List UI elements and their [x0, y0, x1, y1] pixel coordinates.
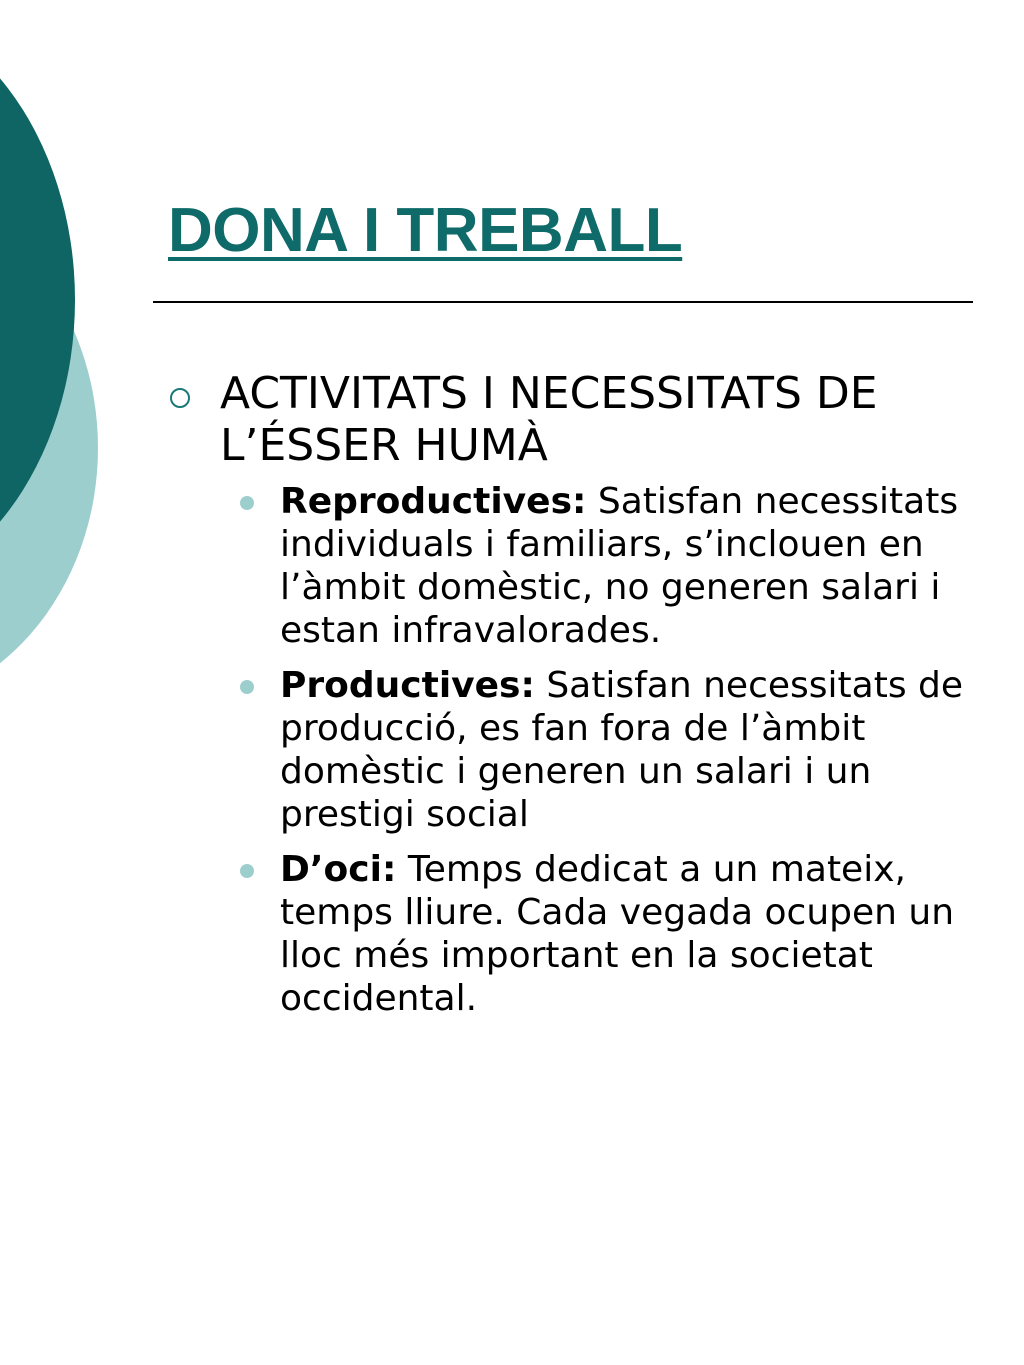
slide-content — [168, 368, 978, 1032]
sub-bullet-productives — [168, 664, 978, 836]
main-bullet-text: ACTIVITATS I NECESSITATS DE L’ÉSSER HUMÀ — [220, 368, 878, 471]
hollow-circle-bullet-icon — [170, 388, 190, 408]
filled-circle-bullet-icon — [240, 496, 254, 510]
filled-circle-bullet-icon — [240, 680, 254, 694]
sub-bullet-list — [168, 480, 978, 1020]
bullet-term: Productives: — [280, 665, 535, 706]
filled-circle-bullet-icon — [240, 864, 254, 878]
bullet-term: D’oci: — [280, 849, 397, 890]
title-divider — [153, 301, 973, 303]
sub-bullet-reproductives — [168, 480, 978, 652]
bullet-text: Temps dedicat a un mateix, temps lliure. Cada vegada ocupen un lloc més important en la societat occidental. — [280, 849, 955, 1019]
bullet-text: Satisfan necessitats de producció, es fan fora de l’àmbit domèstic i generen un salari i un prestigi social — [280, 665, 964, 835]
slide-title: DONA I TREBALL — [168, 196, 683, 265]
main-bullet — [168, 368, 978, 472]
decorative-teal-shapes — [0, 0, 110, 720]
bullet-term: Reproductives: — [280, 481, 587, 522]
sub-bullet-doci — [168, 848, 978, 1020]
bullet-text: Satisfan necessitats individuals i familiars, s’inclouen en l’àmbit domèstic, no generen salari i estan infravalorades. — [280, 481, 959, 651]
